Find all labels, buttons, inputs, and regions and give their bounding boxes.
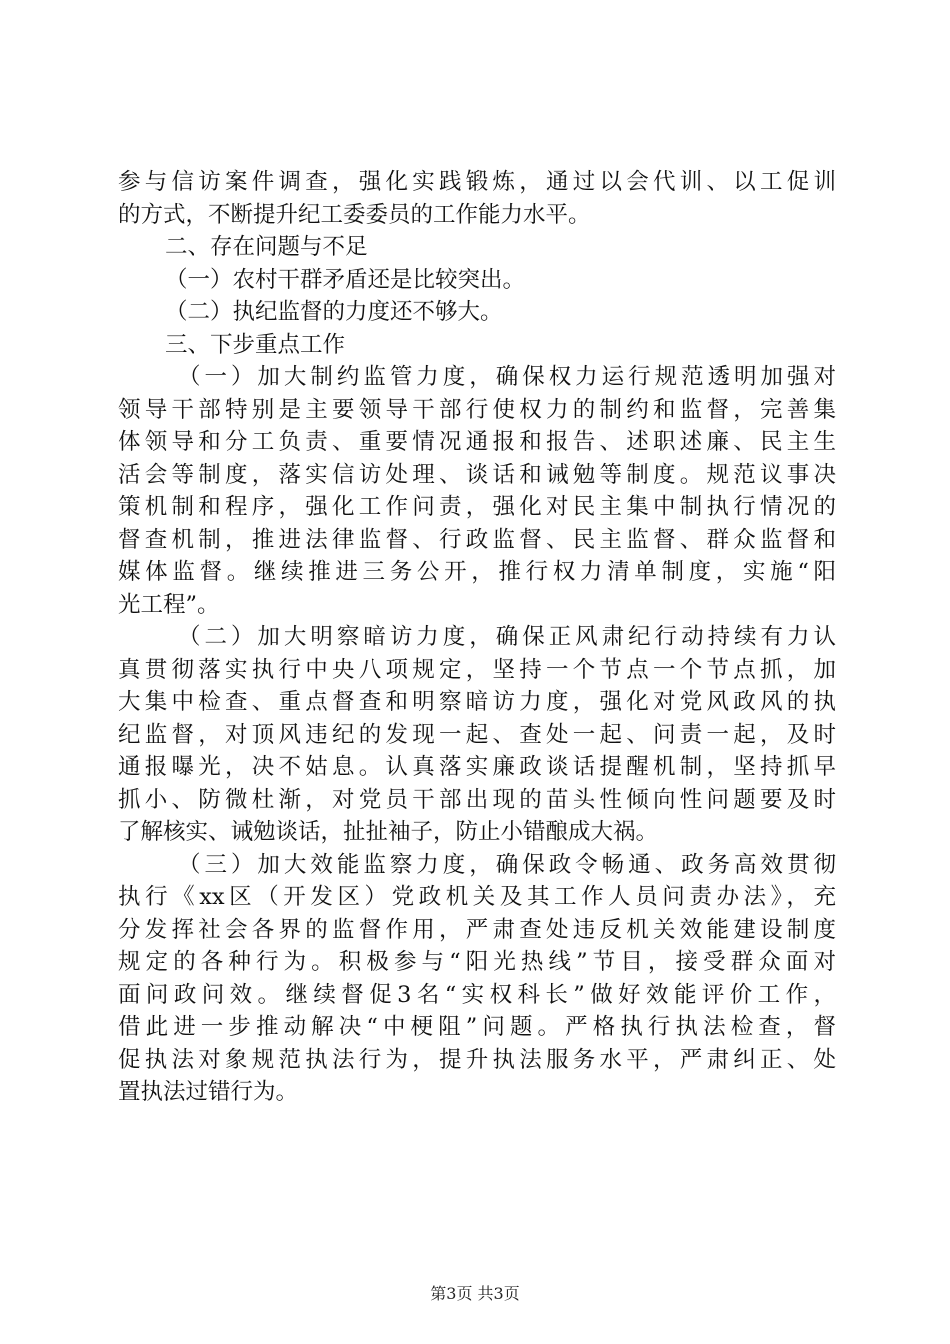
- body-line: 媒体监督。继续推进三务公开，推行权力清单制度，实施“阳: [118, 559, 836, 585]
- page-number-footer: 第3页 共3页: [430, 1284, 520, 1303]
- body-line: 纪监督，对顶风违纪的发现一起、查处一起、问责一起，及时: [118, 721, 836, 748]
- body-line: 通报曝光，决不姑息。认真落实廉政谈话提醒机制，坚持抓早: [118, 754, 836, 780]
- body-line: 规定的各种行为。积极参与“阳光热线”节目，接受群众面对: [118, 949, 836, 975]
- paragraph-first-line: （二）加大明察暗访力度，确保正风肃纪行动持续有力认: [178, 624, 836, 650]
- body-line: 参与信访案件调查，强化实践锻炼，通过以会代训、以工促训: [118, 169, 836, 195]
- body-line: 光工程”。: [118, 591, 220, 618]
- body-line: 促执法对象规范执法行为，提升执法服务水平，严肃纠正、处: [118, 1046, 836, 1073]
- body-line: 的方式，不断提升纪工委委员的工作能力水平。: [118, 201, 591, 228]
- body-line: 执行《xx区（开发区）党政机关及其工作人员问责办法》，充: [118, 884, 836, 910]
- section-heading: 二、存在问题与不足: [165, 234, 368, 260]
- subsection-heading: （二）执纪监督的力度还不够大。: [165, 299, 503, 325]
- subsection-heading: （一）农村干群矛盾还是比较突出。: [165, 266, 526, 293]
- body-line: 面问政问效。继续督促3名“实权科长”做好效能评价工作，: [118, 981, 836, 1008]
- document-body: [118, 166, 836, 1109]
- body-line: 策机制和程序，强化工作问责，强化对民主集中制执行情况的: [118, 494, 836, 520]
- paragraph-first-line: （一）加大制约监管力度，确保权力运行规范透明加强对: [178, 364, 836, 390]
- body-line: 领导干部特别是主要领导干部行使权力的制约和监督，完善集: [118, 396, 836, 423]
- body-line: 活会等制度，落实信访处理、谈话和诫勉等制度。规范议事决: [118, 461, 836, 488]
- body-line: 借此进一步推动解决“中梗阻”问题。严格执行执法检查，督: [118, 1014, 836, 1040]
- section-heading: 三、下步重点工作: [165, 331, 346, 358]
- body-line: 分发挥社会各界的监督作用，严肃查处违反机关效能建设制度: [118, 916, 836, 943]
- body-line: 督查机制，推进法律监督、行政监督、民主监督、群众监督和: [118, 526, 836, 553]
- body-line: 大集中检查、重点督查和明察暗访力度，强化对党风政风的执: [118, 689, 836, 715]
- body-line: 置执法过错行为。: [118, 1079, 299, 1105]
- body-line: 了解核实、诫勉谈话，扯扯袖子，防止小错酿成大祸。: [118, 819, 659, 845]
- body-line: 抓小、防微杜渐，对党员干部出现的苗头性倾向性问题要及时: [118, 786, 836, 813]
- paragraph-first-line: （三）加大效能监察力度，确保政令畅通、政务高效贯彻: [178, 851, 836, 878]
- body-line: 真贯彻落实执行中央八项规定，坚持一个节点一个节点抓，加: [118, 656, 836, 683]
- body-line: 体领导和分工负责、重要情况通报和报告、述职述廉、民主生: [118, 429, 836, 455]
